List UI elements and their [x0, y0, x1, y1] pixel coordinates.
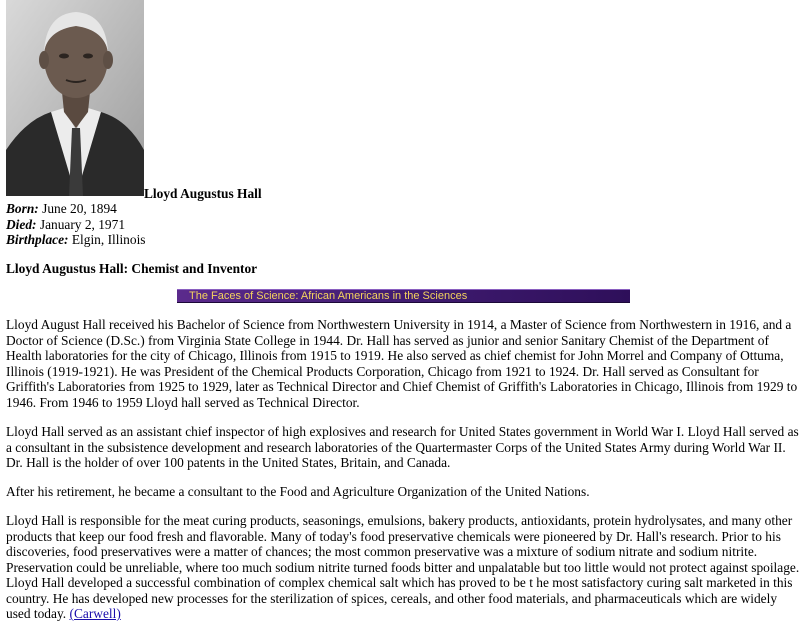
born-label: Born: [6, 201, 39, 216]
died-row [6, 217, 146, 233]
paragraph-war-service: Lloyd Hall served as an assistant chief inspector of high explosives and research for United States government in World War I. Lloyd Hall served as a consultant in the subsistence development and research laboratories of the Quartermaster Corps of the United States Army during World War II. Dr. Hall is the holder of over 100 patents in the United States, Britain, and Canada. [6, 424, 799, 470]
article-subtitle: Lloyd Augustus Hall: Chemist and Inventor [6, 261, 258, 276]
birthplace-label: Birthplace: [6, 232, 69, 247]
paragraph-food-science-text: Lloyd Hall is responsible for the meat curing products, seasonings, emulsions, bakery products, antioxidants, protein hydrolysates, and many other products that keep our food fresh and flavorable. Many of today's food preservative chemicals were pioneered by Dr. Hall's research. Prior to his discoveries, food preservatives were a matter of chances; the most common preservative was a mixture of sodium nitrate and sodium nitrite. Preservation could be unreliable, where too much sodium nitrite turned foods bitter and unpalatable but too little would not protect against spoilage. Lloyd Hall developed a successful combination of complex chemical salt which has proved to be t he most satisfactory curing salt marketed in this country. He has developed new processes for the sterilization of spices, cereals, and other food materials, and pharmaceuticals which are widely used today. [6, 513, 800, 621]
faces-of-science-banner[interactable]: The Faces of Science: African Americans in the Sciences [177, 289, 630, 303]
portrait-photo [6, 0, 144, 196]
birthplace-row [6, 232, 146, 248]
died-label: Died: [6, 216, 37, 232]
paragraph-education: Lloyd August Hall received his Bachelor of Science from Northwestern University in 1914, a Master of Science from Northwestern in 1916, and a Doctor of Science (D.Sc.) from Virginia State College in 1944. Dr. Hall has served as junior and senior Sanitary Chemist of the Department of Health laboratories for the city of Chicago, Illinois from 1915 to 1919. He also served as chief chemist for John Morrel and Company of Ottuma, Illinois (1919-1921). He was President of the Chemical Products Corporation, Chicago from 1921 to 1924. Dr. Hall served as Consultant for Griffith's Laboratories from 1925 to 1929, later as Technical Director and Chief Chemist of Griffith's Laboratories in Chicago, Illinois from 1929 to 1946. From 1946 to 1959 Lloyd hall served as Technical Director. [6, 317, 798, 410]
facts-block [6, 201, 146, 248]
born-value: June 20, 1894 [42, 201, 117, 216]
citation-link[interactable]: (Carwell) [69, 606, 121, 621]
paragraph-retirement: After his retirement, he became a consultant to the Food and Agriculture Organization of the United Nations. [6, 484, 590, 499]
born-row [6, 201, 146, 217]
paragraph-food-science [6, 513, 800, 622]
died-value: January 2, 1971 [39, 216, 126, 232]
birthplace-value: Elgin, Illinois [71, 232, 146, 247]
portrait-image [6, 0, 144, 196]
person-name: Lloyd Augustus Hall [144, 186, 262, 201]
